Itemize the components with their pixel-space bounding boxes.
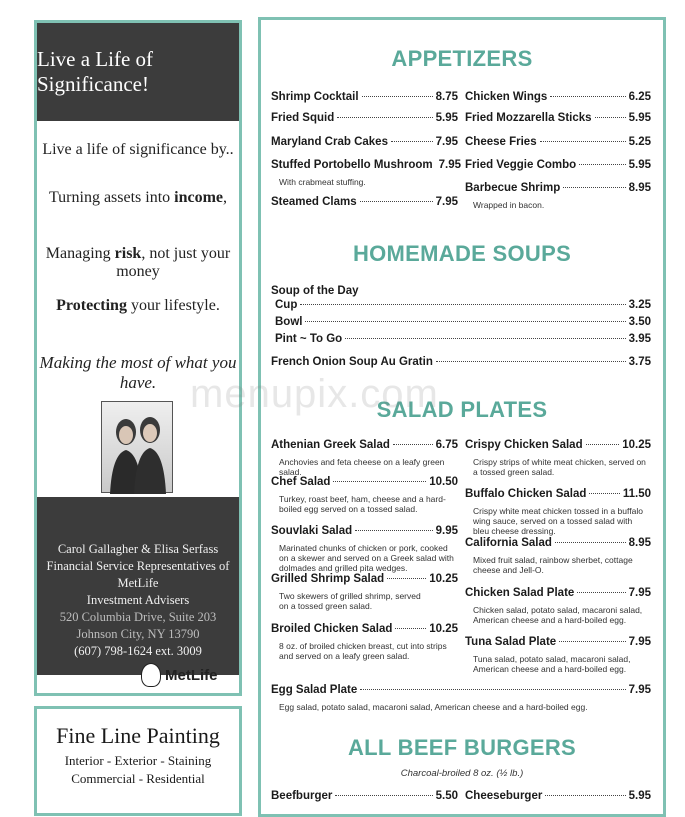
painting-line-1: Interior - Exterior - Staining (64, 753, 212, 768)
menu-item: Maryland Crab Cakes 7.95 (271, 136, 458, 148)
item-description: Turkey, roast beef, ham, cheese and a hard-boiled egg served on a tossed salad. (279, 494, 446, 514)
advisor-contact-block (37, 497, 239, 675)
item-description: Wrapped in bacon. (473, 200, 545, 210)
advisor-role: Financial Service Representatives of MetLife (46, 559, 230, 590)
item-description: With crabmeat stuffing. (279, 177, 366, 187)
advisor-address: 520 Columbia Drive, Suite 203 (59, 610, 217, 624)
advisor-company: Investment Advisers (86, 593, 190, 607)
menu-item: Cheeseburger 5.95 (465, 790, 651, 802)
ad-line-2: Turning assets into income, (48, 189, 228, 206)
menu-item: Buffalo Chicken Salad 11.50 (465, 488, 651, 500)
item-description: Two skewers of grilled shrimp, served on a tossed green salad. (279, 591, 421, 611)
item-description: Chicken salad, potato salad, macaroni salad, American cheese and a hard-boiled egg. (473, 605, 643, 625)
menu-item: Steamed Clams 7.95 (271, 196, 458, 208)
item-description: Mixed fruit salad, rainbow sherbet, cottage cheese and Jell-O. (473, 555, 633, 575)
ad-headline: Live a Life of Significance! (37, 23, 239, 121)
menu-item: Crispy Chicken Salad 10.25 (465, 439, 651, 451)
item-description: 8 oz. of broiled chicken breast, cut into strips and served on a leafy green salad. (279, 641, 447, 661)
item-description: Egg salad, potato salad, macaroni salad, American cheese and a hard-boiled egg. (279, 702, 588, 712)
advisor-city: Johnson City, NY 13790 (76, 627, 200, 641)
menu-item: Broiled Chicken Salad 10.25 (271, 623, 458, 635)
menu-item: Cup 3.25 (275, 299, 651, 311)
item-description: Anchovies and feta cheese on a leafy green salad. (279, 457, 445, 477)
menu-item: Beefburger 5.50 (271, 790, 458, 802)
snoopy-icon (141, 663, 161, 687)
menu-item: French Onion Soup Au Gratin 3.75 (271, 356, 651, 368)
menu-item: Egg Salad Plate 7.95 (271, 684, 651, 696)
menu-item: Fried Veggie Combo 5.95 (465, 159, 651, 171)
menu-item: Tuna Salad Plate 7.95 (465, 636, 651, 648)
menu-item: Chicken Wings 6.25 (465, 91, 651, 103)
metlife-logo: MetLife (141, 659, 233, 691)
menu-item: Shrimp Cocktail 8.75 (271, 91, 458, 103)
ad-line-3: Managing risk, not just your money (45, 245, 231, 280)
ad-line-1: Live a life of significance by.. (42, 141, 234, 158)
item-description: Crispy white meat chicken tossed in a buffalo wing sauce, served on a tossed salad with bleu cheese dressing. (473, 506, 643, 536)
menu-item: Stuffed Portobello Mushroom 7.95 (271, 159, 462, 171)
menu-item: Pint ~ To Go 3.95 (275, 333, 651, 345)
menu-item: California Salad 8.95 (465, 537, 651, 549)
menu-item: Fried Mozzarella Sticks 5.95 (465, 112, 651, 124)
burgers-note: Charcoal-broiled 8 oz. (½ lb.) (400, 768, 524, 779)
menu-item: Chef Salad 10.50 (271, 476, 458, 488)
menu-item: Souvlaki Salad 9.95 (271, 525, 458, 537)
painting-ad (34, 706, 242, 816)
painting-title: Fine Line Painting (56, 723, 220, 748)
advisors-photo (101, 401, 173, 493)
menu-item: Barbecue Shrimp 8.95 (465, 182, 651, 194)
menu-item: Athenian Greek Salad 6.75 (271, 439, 458, 451)
appetizers-heading: APPETIZERS (391, 46, 533, 71)
soups-heading: HOMEMADE SOUPS (352, 241, 572, 266)
ad-line-4: Protecting your lifestyle. (56, 297, 220, 314)
salads-heading: SALAD PLATES (376, 397, 548, 422)
ad-tagline: Making the most of what you have. (39, 353, 237, 392)
menu-item: Grilled Shrimp Salad 10.25 (271, 573, 458, 585)
painting-line-2: Commercial - Residential (71, 771, 205, 786)
item-description: Marinated chunks of chicken or pork, cooked on a skewer and served on a Greek salad with dolmades and grilled pita wedges. (279, 543, 454, 573)
menu-item: Chicken Salad Plate 7.95 (465, 587, 651, 599)
item-description: Crispy strips of white meat chicken, served on a tossed green salad. (473, 457, 646, 477)
advisor-phone: (607) 798-1624 ext. 3009 (74, 644, 202, 658)
metlife-ad (34, 20, 242, 696)
soup-of-the-day-label: Soup of the Day (271, 285, 359, 297)
menu-panel (258, 17, 666, 817)
menu-item: Fried Squid 5.95 (271, 112, 458, 124)
menu-item: Cheese Fries 5.25 (465, 136, 651, 148)
burgers-heading: ALL BEEF BURGERS (347, 735, 577, 760)
advisor-names: Carol Gallagher & Elisa Serfass (57, 542, 219, 556)
item-description: Tuna salad, potato salad, macaroni salad, American cheese and a hard-boiled egg. (473, 654, 631, 674)
watermark: menupix.com (190, 372, 439, 416)
menu-item: Bowl 3.50 (275, 316, 651, 328)
